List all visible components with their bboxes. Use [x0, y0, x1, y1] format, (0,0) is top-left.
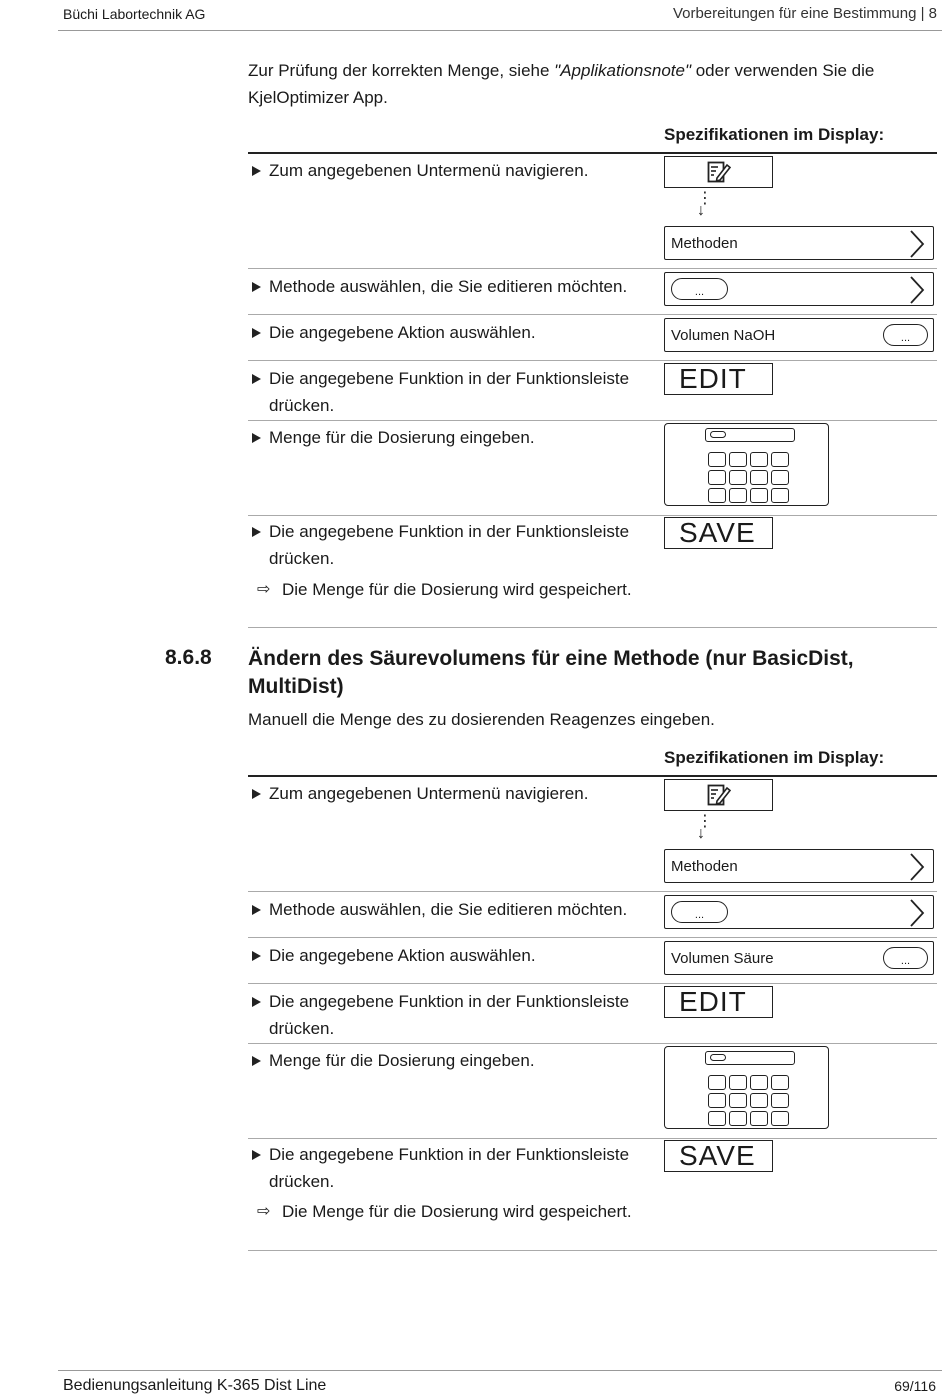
- save-label: SAVE: [679, 1140, 756, 1171]
- step-select-method: [250, 273, 660, 300]
- table-rule: [248, 515, 937, 516]
- method-pill: ...: [671, 901, 728, 923]
- step-bullet-icon: [252, 527, 261, 537]
- table-rule: [248, 1250, 937, 1251]
- step-navigate: [250, 157, 660, 184]
- edit-icon: [707, 784, 731, 806]
- step-enter-amount: [250, 1047, 660, 1074]
- step-text: Die angegebene Funktion in der Funktionsleiste drücken.: [269, 522, 630, 568]
- footer-rule: [58, 1370, 942, 1371]
- header-chapter: Vorbereitungen für eine Bestimmung | 8: [672, 5, 937, 22]
- menu-methoden: [664, 849, 934, 883]
- edit-icon: [707, 161, 731, 183]
- table-top-rule: [248, 152, 937, 154]
- step-select-action: [250, 319, 660, 346]
- pill-icon: [710, 431, 726, 438]
- step-press-save: [250, 1141, 660, 1195]
- pill-icon: [710, 1054, 726, 1061]
- step-select-method: [250, 896, 660, 923]
- edit-label: EDIT: [679, 363, 747, 394]
- step-bullet-icon: [252, 905, 261, 915]
- step-text: Methode auswählen, die Sie editieren möchten.: [269, 900, 628, 919]
- table-rule: [248, 983, 937, 984]
- step-bullet-icon: [252, 1150, 261, 1160]
- step-press-save: [250, 518, 660, 572]
- keypad-icon: [664, 1046, 829, 1129]
- table-rule: [248, 420, 937, 421]
- method-selector: [664, 272, 934, 306]
- menu-methoden: [664, 226, 934, 260]
- step-text: Die angegebene Aktion auswählen.: [269, 946, 536, 965]
- step-enter-amount: [250, 424, 660, 451]
- step-navigate: [250, 780, 660, 807]
- step-text: Die angegebene Funktion in der Funktionsleiste drücken.: [269, 992, 630, 1038]
- result-text: Die Menge für die Dosierung wird gespeichert.: [282, 580, 632, 599]
- edit-label: EDIT: [679, 986, 747, 1017]
- table-top-rule: [248, 775, 937, 777]
- keypad-input-field: [705, 1051, 795, 1065]
- save-label: SAVE: [679, 517, 756, 548]
- table-rule: [248, 360, 937, 361]
- keypad-keys: [708, 1075, 789, 1126]
- method-pill: ...: [671, 278, 728, 300]
- keypad-icon: [664, 423, 829, 506]
- intro-text: Zur Prüfung der korrekten Menge, siehe: [248, 61, 555, 80]
- section-number: 8.6.8: [165, 646, 212, 669]
- step-text: Methode auswählen, die Sie editieren möchten.: [269, 277, 628, 296]
- step-result: [257, 1199, 657, 1224]
- step-text: Menge für die Dosierung eingeben.: [269, 1051, 535, 1070]
- save-function-key: [664, 1140, 773, 1172]
- step-bullet-icon: [252, 789, 261, 799]
- chevron-right-icon: [909, 229, 925, 259]
- step-text: Menge für die Dosierung eingeben.: [269, 428, 535, 447]
- action-pill: ...: [883, 324, 928, 346]
- table-rule: [248, 1138, 937, 1139]
- table-rule: [248, 268, 937, 269]
- action-pill: ...: [883, 947, 928, 969]
- table-rule: [248, 891, 937, 892]
- header-company: Büchi Labortechnik AG: [63, 6, 206, 22]
- step-bullet-icon: [252, 951, 261, 961]
- spec-heading: Spezifikationen im Display:: [664, 748, 885, 767]
- method-selector: [664, 895, 934, 929]
- edit-function-key: [664, 986, 773, 1018]
- action-label: Volumen Säure: [671, 950, 774, 967]
- header-rule: [58, 30, 942, 31]
- table-rule: [248, 937, 937, 938]
- step-text: Die angegebene Aktion auswählen.: [269, 323, 536, 342]
- nav-down-arrow-icon: ⋮ ↓: [697, 813, 713, 842]
- step-bullet-icon: [252, 328, 261, 338]
- result-arrow-icon: ⇨: [257, 581, 271, 598]
- intro-paragraph: [248, 57, 938, 111]
- table-rule: [248, 314, 937, 315]
- step-bullet-icon: [252, 374, 261, 384]
- page-number: 69/116: [894, 1378, 936, 1394]
- footer-manual: Bedienungsanleitung K-365 Dist Line: [63, 1377, 327, 1394]
- edit-function-key: [664, 363, 773, 395]
- chevron-right-icon: [909, 898, 925, 928]
- nav-down-arrow-icon: ⋮ ↓: [697, 190, 713, 219]
- step-text: Zum angegebenen Untermenü navigieren.: [269, 784, 589, 803]
- keypad-input-field: [705, 428, 795, 442]
- step-text: Die angegebene Funktion in der Funktionsleiste drücken.: [269, 1145, 630, 1191]
- action-volumen-naoh: [664, 318, 934, 352]
- table-rule: [248, 627, 937, 628]
- spec-heading: Spezifikationen im Display:: [664, 125, 885, 144]
- step-bullet-icon: [252, 997, 261, 1007]
- edit-icon-button: [664, 779, 773, 811]
- result-arrow-icon: ⇨: [257, 1203, 271, 1220]
- step-bullet-icon: [252, 1056, 261, 1066]
- table-rule: [248, 1043, 937, 1044]
- application-note-reference: "Applikationsnote": [554, 61, 691, 80]
- section-title: Ändern des Säurevolumens für eine Methode (nur BasicDist, MultiDist): [248, 647, 854, 698]
- section-intro: Manuell die Menge des zu dosierenden Reagenzes eingeben.: [248, 710, 715, 729]
- step-press-edit: [250, 365, 660, 419]
- menu-label: Methoden: [671, 858, 738, 875]
- action-label: Volumen NaOH: [671, 327, 776, 344]
- chevron-right-icon: [909, 852, 925, 882]
- step-text: Die angegebene Funktion in der Funktionsleiste drücken.: [269, 369, 630, 415]
- keypad-keys: [708, 452, 789, 503]
- save-function-key: [664, 517, 773, 549]
- edit-icon-button: [664, 156, 773, 188]
- action-volumen-saeure: [664, 941, 934, 975]
- step-bullet-icon: [252, 433, 261, 443]
- step-bullet-icon: [252, 166, 261, 176]
- menu-label: Methoden: [671, 235, 738, 252]
- result-text: Die Menge für die Dosierung wird gespeichert.: [282, 1202, 632, 1221]
- step-bullet-icon: [252, 282, 261, 292]
- step-press-edit: [250, 988, 660, 1042]
- intro-text-end: oder verwenden Sie die KjelOptimizer App.: [248, 61, 875, 107]
- step-select-action: [250, 942, 660, 969]
- step-result: [257, 577, 657, 602]
- chevron-right-icon: [909, 275, 925, 305]
- step-text: Zum angegebenen Untermenü navigieren.: [269, 161, 589, 180]
